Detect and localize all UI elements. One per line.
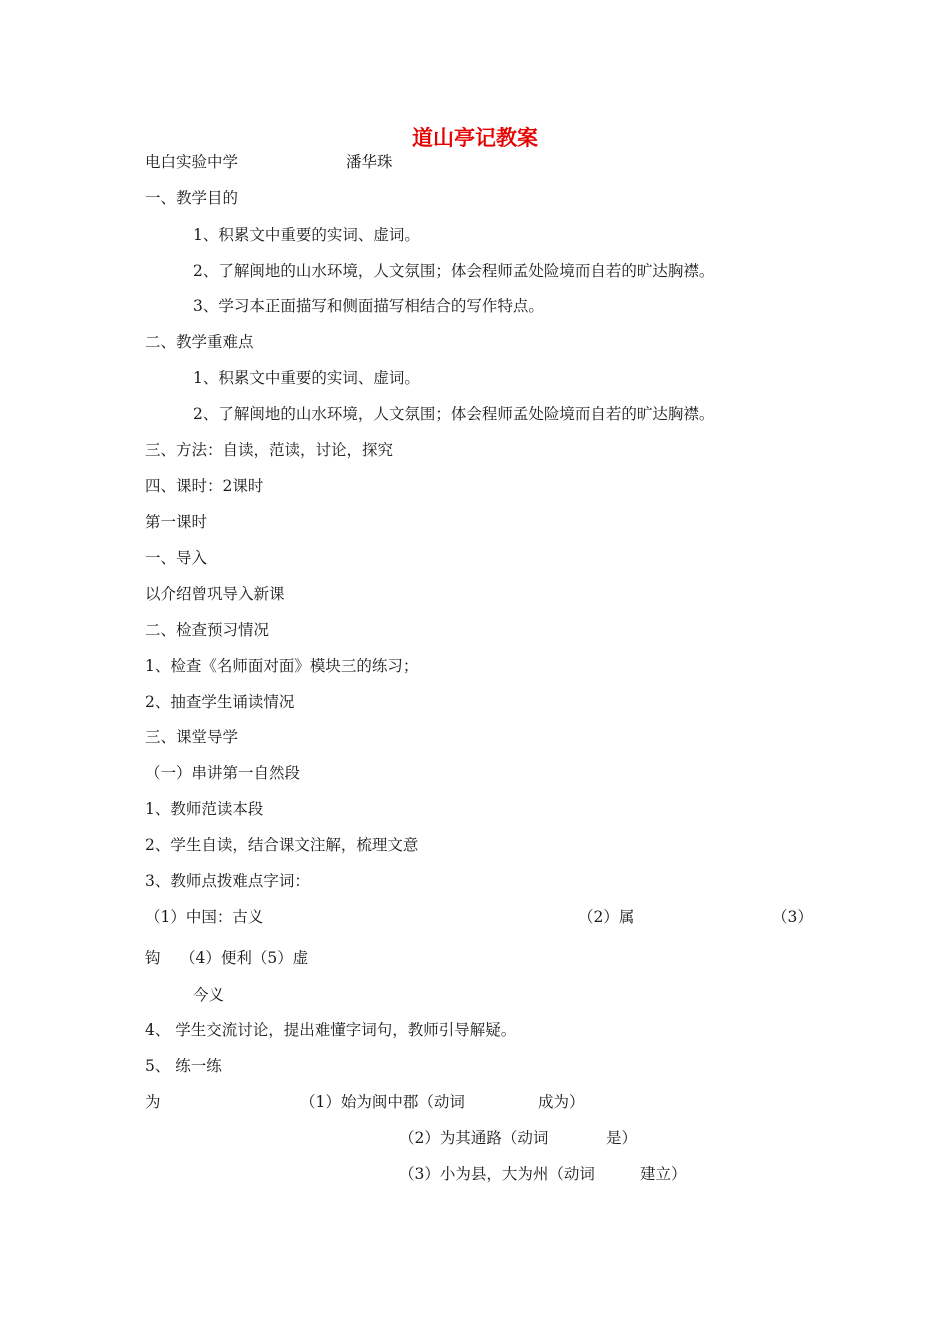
practice-row-1-meaning: 成为） [538, 1093, 585, 1111]
guide-item-5: 5、 练一练 [145, 1057, 222, 1075]
intro-heading: 一、导入 [145, 549, 208, 567]
difficulty-item-1: 1、积累文中重要的实词、虚词。 [193, 369, 420, 387]
word-item-4-5: （4）便利（5）虚 [180, 949, 309, 967]
practice-row-2-text: （2）为其通路（动词 [399, 1129, 549, 1147]
word-item-3-cont: 钩 [145, 949, 161, 967]
guide-item-4: 4、 学生交流讨论，提出难懂字词句，教师引导解疑。 [145, 1021, 517, 1039]
practice-row-3-meaning: 建立） [640, 1165, 687, 1183]
word-item-3: （3） [772, 908, 813, 926]
difficulties-heading: 二、教学重难点 [145, 333, 254, 351]
preview-heading: 二、检查预习情况 [145, 621, 270, 639]
method-line: 三、方法：自读，范读，讨论，探究 [145, 441, 394, 459]
author-school: 电白实验中学 [145, 153, 239, 171]
guide-item-1: 1、教师范读本段 [145, 800, 264, 818]
guide-subheading: （一）串讲第一自然段 [145, 764, 301, 782]
preview-item-1: 1、检查《名师面对面》模块三的练习； [145, 657, 419, 675]
goal-item-3: 3、学习本正面描写和侧面描写相结合的写作特点。 [193, 297, 544, 315]
word-item-1: （1）中国：古义 [145, 908, 264, 926]
intro-text: 以介绍曾巩导入新课 [145, 585, 285, 603]
guide-heading: 三、课堂导学 [145, 728, 239, 746]
document-title: 道山亭记教案 [412, 126, 538, 150]
difficulty-item-2: 2、了解闽地的山水环境，人文氛围；体会程师孟处险境而自若的旷达胸襟。 [193, 405, 715, 423]
preview-item-2: 2、抽查学生诵读情况 [145, 693, 295, 711]
author-name: 潘华珠 [346, 153, 393, 171]
goal-item-2: 2、了解闽地的山水环境，人文氛围；体会程师孟处险境而自若的旷达胸襟。 [193, 262, 715, 280]
first-lesson-label: 第一课时 [145, 513, 208, 531]
hours-line: 四、课时：2课时 [145, 477, 264, 495]
modern-meaning-label: 今义 [193, 986, 225, 1004]
goal-item-1: 1、积累文中重要的实词、虚词。 [193, 226, 420, 244]
practice-row-1-text: （1）始为闽中郡（动词 [300, 1093, 465, 1111]
guide-item-2: 2、学生自读，结合课文注解，梳理文意 [145, 836, 419, 854]
practice-row-3-text: （3）小为县，大为州（动词 [399, 1165, 595, 1183]
goals-heading: 一、教学目的 [145, 189, 239, 207]
practice-row-2-meaning: 是） [606, 1129, 638, 1147]
word-item-2: （2）属 [578, 908, 635, 926]
guide-item-3: 3、教师点拨难点字词： [145, 872, 310, 890]
practice-word: 为 [145, 1093, 161, 1111]
